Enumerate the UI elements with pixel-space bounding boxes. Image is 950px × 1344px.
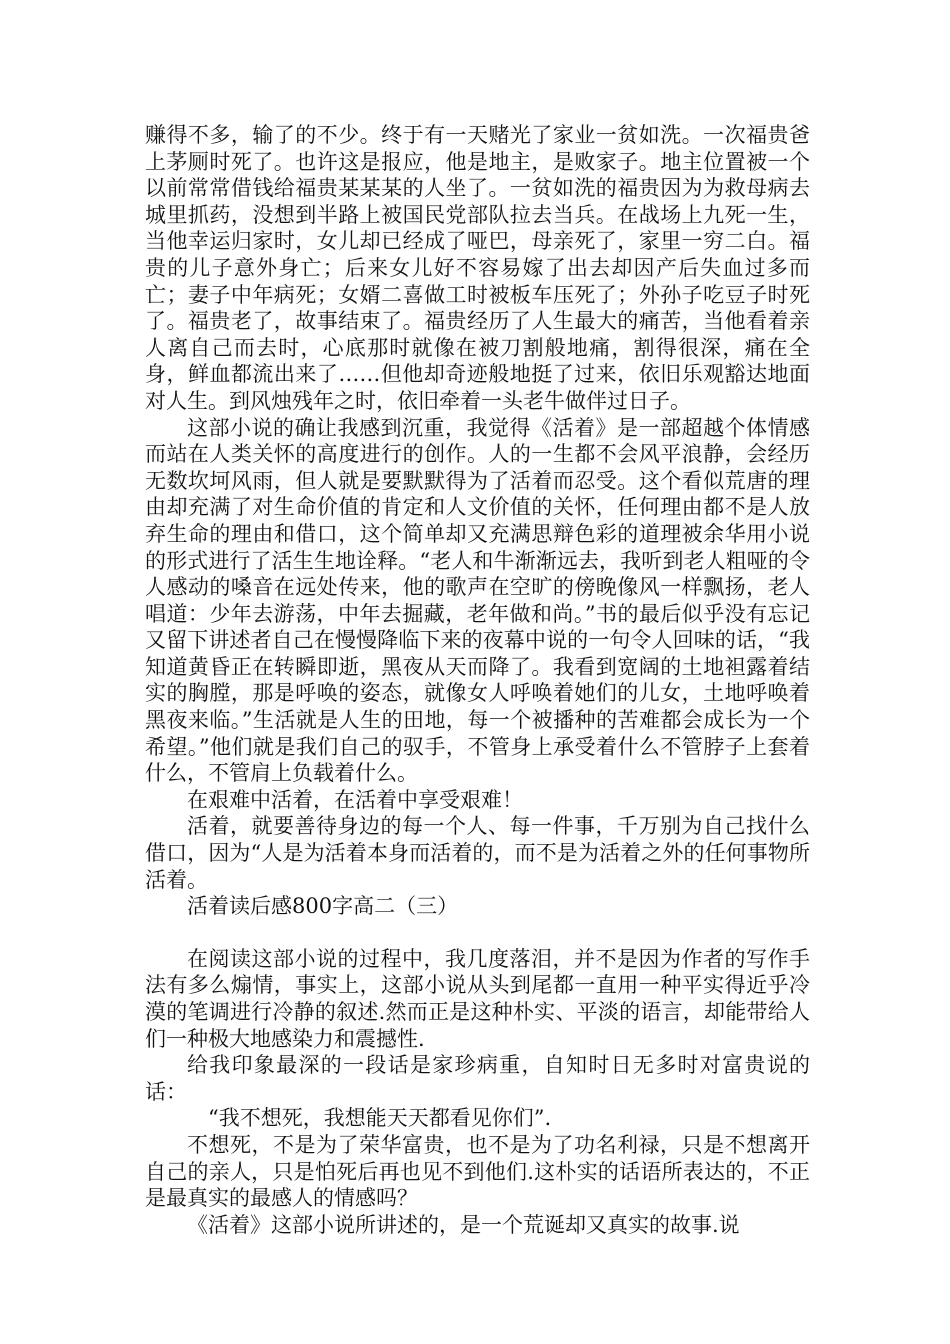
paragraph-not-want-die: 不想死，不是为了荣华富贵，也不是为了功名利禄，只是不想离开自己的亲人，只是怕死后再也见不到他们.这朴实的话语所表达的，不正是最真实的最感人的情感吗？ xyxy=(145,1132,810,1211)
paragraph-quote: “我不想死，我想能天天都看见你们”. xyxy=(208,1106,552,1131)
paragraph-reflection: 这部小说的确让我感到沉重，我觉得《活着》是一部超越个体情感而站在人类关怀的高度进行的创作。人的一生都不会风平浪静，会经历无数坎坷风雨，但人就是要默默得为了活着而忍受。这个看似荒唐的理由却充满了对生命价值的肯定和人文价值的关怀，任何理由都不是人放弃生命的理由和借口，这个简单却又充满思辩色彩的道理被余华用小说的形式进行了活生生地诠释。“老人和牛渐渐远去，我听到老人粗哑的令人感动的嗓音在远处传来，他的歌声在空旷的傍晚像风一样飘扬，老人唱道：少年去游荡，中年去掘藏，老年做和尚。”书的最后似乎没有忘记又留下讲述者自己在慢慢降临下来的夜幕中说的一句令人回味的话，“我知道黄昏正在转瞬即逝，黑夜从天而降了。我看到宽阔的土地袒露着结实的胸膛，那是呼唤的姿态，就像女人呼唤着她们的儿女，土地呼唤着黑夜来临。”生活就是人生的田地，每一个被播种的苦难都会成长为一个希望。”他们就是我们自己的驭手，不管身上承受着什么不管脖子上套着什么，不管肩上负载着什么。 xyxy=(145,415,810,786)
section-heading: 活着读后感800字高二（三） xyxy=(187,894,459,919)
paragraph-novel-story: 《活着》这部小说所讲述的，是一个荒诞却又真实的故事.说 xyxy=(187,1212,740,1237)
blank-line xyxy=(145,920,810,946)
paragraph-fugui-story: 赚得不多，输了的不少。终于有一天赌光了家业一贫如洗。一次福贵爸上茅厕时死了。也许这是报应，他是地主，是败家子。地主位置被一个以前常常借钱给福贵某某某的人坐了。一贫如洗的福贵因为为救母病去城里抓药，没想到半路上被国民党部队拉去当兵。在战场上九死一生，当他幸运归家时，女儿却已经成了哑巴，母亲死了，家里一穷二白。福贵的儿子意外身亡；后来女儿好不容易嫁了出去却因产后失血过多而亡；妻子中年病死；女婿二喜做工时被板车压死了；外孙子吃豆子时死了。福贵老了，故事结束了。福贵经历了人生最大的痛苦，当他看着亲人离自己而去时，心底那时就像在被刀割般地痛，割得很深，痛在全身，鲜血都流出来了……但他却奇迹般地挺了过来，依旧乐观豁达地面对人生。到风烛残年之时，依旧牵着一头老牛做伴过日子。 xyxy=(145,123,810,413)
paragraph-reading-tears: 在阅读这部小说的过程中，我几度落泪，并不是因为作者的写作手法有多么煽情，事实上，这部小说从头到尾都一直用一种平实得近乎冷漠的笔调进行冷静的叙述.然而正是这种朴实、平淡的语言，却能带给人们一种极大地感染力和震撼性. xyxy=(145,946,810,1051)
paragraph-impression: 给我印象最深的一段话是家珍病重，自知时日无多时对富贵说的话： xyxy=(145,1053,810,1104)
paragraph-living: 活着，就要善待身边的每一个人、每一件事，千万别为自己找什么借口，因为“人是为活着本身而活着的，而不是为活着之外的任何事物所活着。 xyxy=(145,814,810,892)
document-body xyxy=(145,122,810,1238)
paragraph-motto: 在艰难中活着，在活着中享受艰难！ xyxy=(187,787,523,812)
